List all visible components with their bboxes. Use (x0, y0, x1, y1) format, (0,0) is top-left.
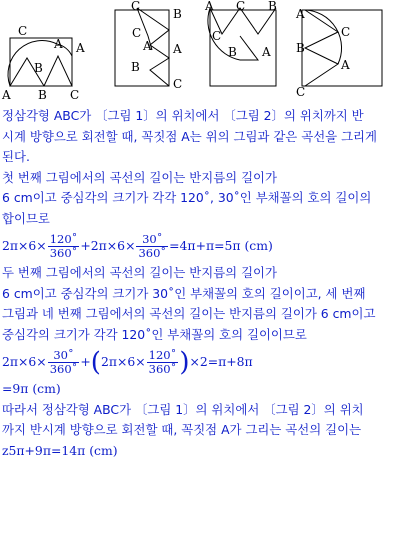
figure-4-zigzag (305, 10, 338, 86)
fig2-label-A-right: A (173, 42, 182, 56)
eq2-plus: + (80, 354, 91, 369)
eq1-part-c: =4π+π=5π (cm) (169, 238, 273, 253)
eq1-fraction-2: $\frac{30˚}{360˚}$ (138, 232, 167, 260)
text-line: 시계 방향으로 회전할 때, 꼭짓점 A는 위의 그림과 같은 곡선을 그리게 (2, 128, 377, 144)
text-line: 6 cm이고 중심각의 크기가 각각 120˚, 30˚인 부채꼴의 호의 길이의 (2, 190, 372, 205)
text-line: 중심각의 크기가 각각 120˚인 부채꼴의 호의 길이이므로 (2, 326, 307, 342)
eq2-part-a: 2π×6× (2, 354, 47, 369)
figure-1-triangle-2 (44, 56, 72, 86)
fig1-label-A-bottom: A (2, 88, 11, 102)
fig3-label-C-top: C (236, 0, 246, 13)
fig4-label-B: B (296, 41, 305, 55)
eq1-fraction-1: $\frac{120˚}{360˚}$ (49, 232, 78, 260)
fig1-label-C: C (18, 24, 28, 38)
figure-3-triangle-low (240, 36, 258, 60)
fig3-label-B-top: B (268, 0, 277, 13)
fig3-label-A-left: A (205, 0, 214, 13)
fig1-label-A-top: A (54, 37, 63, 51)
text-line: 된다. (2, 149, 30, 164)
fig4-label-C-right: C (341, 25, 351, 39)
text-line: 정삼각형 ABC가 〔그림 1〕의 위치에서 〔그림 2〕의 위치까지 반 (2, 108, 364, 123)
final-answer: z5π+9π=14π (cm) (2, 442, 118, 458)
rotation-figures (0, 0, 400, 104)
figure-1-arc-1 (8, 41, 57, 86)
text-line: 두 번째 그림에서의 곡선의 길이는 반지름의 길이가 (2, 265, 277, 280)
fig4-label-A-top: A (296, 7, 305, 21)
fig2-label-A-mid: A (143, 39, 152, 53)
fig3-label-B-low: B (228, 45, 237, 59)
fig2-label-B-low: B (131, 60, 140, 74)
text-line: 따라서 정삼각형 ABC가 〔그림 1〕의 위치에서 〔그림 2〕의 위치 (2, 401, 364, 417)
fig2-label-B-top: B (173, 7, 182, 21)
text-line: 합이므로 (2, 210, 50, 226)
fig1-label-C-bottom: C (70, 88, 80, 102)
fig1-label-A-right: A (76, 41, 85, 55)
eq2-fraction-2: $\frac{120˚}{360˚}$ (148, 348, 177, 376)
text-line: 6 cm이고 중심각의 크기가 30˚인 부채꼴의 호의 길이이고, 세 번째 (2, 285, 366, 301)
solution-text (2, 106, 398, 461)
fig2-label-C-mid: C (132, 26, 142, 40)
fig3-label-A-low: A (262, 45, 271, 59)
eq1-part-b: +2π×6× (80, 238, 136, 253)
text-line: 첫 번째 그림에서의 곡선의 길이는 반지름의 길이가 (2, 169, 277, 185)
equation-2: 2π×6× $\frac{30˚}{360˚}$ +(2π×6× $\frac{120˚}{360˚}$ )×2=π+8π (2, 347, 253, 378)
eq2-part-c: 2π×6× (100, 354, 146, 369)
fig2-label-C-top: C (131, 0, 141, 13)
text-line: 까지 반시계 방향으로 회전할 때, 꼭짓점 A가 그리는 곡선의 길이는 (2, 422, 362, 437)
eq1-part-a: 2π×6× (2, 238, 47, 253)
fig4-label-A-right: A (341, 58, 350, 72)
text-line: 그림과 네 번째 그림에서의 곡선의 길이는 반지름의 길이가 6 cm이고 (2, 306, 376, 321)
eq2-part-d: ×2=π+8π (189, 354, 253, 369)
fig1-label-B-mid: B (34, 61, 43, 75)
fig3-label-C-mid: C (212, 29, 222, 43)
fig1-label-B-bottom: B (38, 88, 47, 102)
equation-2-result: =9π (cm) (2, 381, 61, 396)
equation-1 (2, 229, 398, 263)
eq2-fraction-1: $\frac{30˚}{360˚}$ (49, 348, 78, 376)
fig4-label-C-bottom: C (296, 85, 306, 99)
figure-4-arc (305, 10, 342, 64)
fig2-label-C-bottom: C (173, 77, 183, 91)
